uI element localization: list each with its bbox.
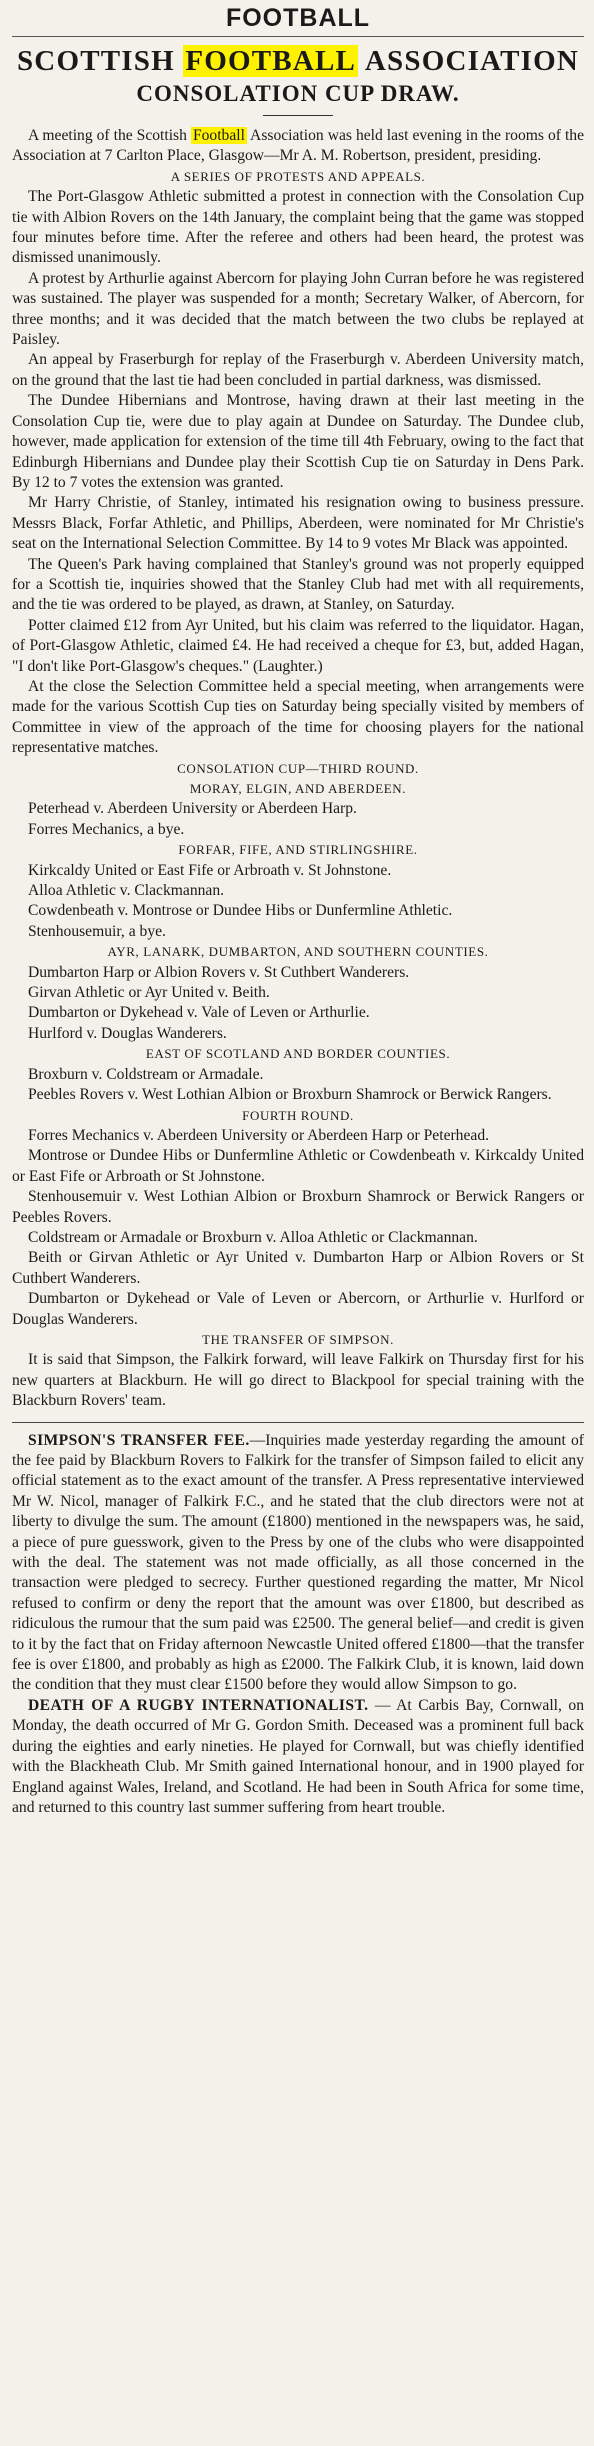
paragraph: A protest by Arthurlie against Abercorn for playing John Curran before he was registered was sustained. The player was suspended for a month; Secretary Walker, of Abercorn, for three months; and it was decided that the match between the two clubs be replayed at Paisley. bbox=[12, 269, 584, 349]
paragraph: The Port-Glasgow Athletic submitted a protest in connection with the Consolation Cup tie with Albion Rovers on the 14th January, the complaint being that the game was stopped four minutes before time. After the referee and others had been heard, the protest was dismissed unanimously. bbox=[12, 188, 584, 267]
fixture: Hurlford v. Douglas Wanderers. bbox=[28, 1024, 227, 1042]
fixture: Alloa Athletic v. Clackmannan. bbox=[28, 882, 225, 900]
headline-highlight: FOOTBALL bbox=[185, 45, 357, 77]
paragraph: An appeal by Fraserburgh for replay of the Fraserburgh v. Aberdeen University match, on the ground that the last tie had been concluded in partial darkness, was dismissed. bbox=[12, 351, 584, 389]
protests-heading: A SERIES OF PROTESTS AND APPEALS. bbox=[170, 168, 426, 184]
article-divider bbox=[12, 1422, 584, 1423]
fee-text: —Inquiries made yesterday regarding the amount of the fee paid by Blackburn Rovers to Falkirk for the transfer of Simpson failed to elicit any official statement as to the exact amount of the transfer. A Press representative interviewed Mr W. Nicol, manager of Falkirk F.C., and he stated that the club directors were not at liberty to divulge the sum. The amount (£1800) mentioned in the newspapers was, he said, a piece of pure guesswork, given to the Press by one of the clubs who were disappointed with the deal. The statement was not made officially, as all those concerned in the transaction were pledged to secrecy. Further questioned regarding the matter, Mr Nicol refused to confirm or deny the report that the amount was over £1800, but described as ridiculous the rumour that the sum paid was £2500. The general belief—and credit is given to it by the fact that on Friday afternoon Newcastle United offered £1800—that the transfer fee is over £1800, and probably as high as £2000. The Falkirk Club, it is known, laid down the condition that they must clear £1500 before they would allow Simpson to go. bbox=[12, 1431, 584, 1694]
paragraph: The Dundee Hibernians and Montrose, having drawn at their last meeting in the Consolation Cup tie, were due to play again at Dundee on Saturday. The Dundee club, however, made application for extension of the time till 4th February, owing to the fact that Edinburgh Hibernians and Dundee play their Scottish Cup tie on Saturday in Dens Park. By 12 to 7 votes the extension was granted. bbox=[12, 392, 584, 491]
region-heading: MORAY, ELGIN, AND ABERDEEN. bbox=[189, 781, 407, 796]
header-rule bbox=[12, 36, 584, 37]
article-subhead: CONSOLATION CUP DRAW. bbox=[136, 81, 460, 106]
region-heading: FORFAR, FIFE, AND STIRLINGSHIRE. bbox=[178, 842, 418, 858]
headline-divider bbox=[263, 115, 333, 116]
intro-pre: A meeting of the Scottish bbox=[28, 127, 191, 144]
fixture: Peterhead v. Aberdeen University or Aberdeen Harp. bbox=[28, 800, 357, 818]
region-heading: EAST OF SCOTLAND AND BORDER COUNTIES. bbox=[145, 1046, 451, 1062]
death-text: — At Carbis Bay, Cornwall, on Monday, the death occurred of Mr G. Gordon Smith. Deceased was a prominent full back during the eighties and early nineties. He played for Cornwall, but was chiefly identified with the Blackheath Club. Mr Smith gained International honour, and in 1900 played for England against Wales, Ireland, and Scotland. He had been in South Africa for some time, and returned to this country last summer suffering from heart trouble. bbox=[12, 1696, 584, 1816]
fixture: Coldstream or Armadale or Broxburn v. Alloa Athletic or Clackmannan. bbox=[28, 1228, 478, 1246]
region-heading: AYR, LANARK, DUMBARTON, AND SOUTHERN COUNTIES. bbox=[107, 944, 489, 960]
intro-post: Association was held last evening in the rooms of the Association at 7 Carlton Place, Glasgow—Mr A. M. Robertson, president, presiding. bbox=[12, 127, 585, 165]
paragraph: At the close the Selection Committee held a special meeting, when arrangements were made for the various Scottish Cup ties on Saturday being specially visited by members of Committee in view of the approach of the time for choosing players for the national representative matches. bbox=[12, 677, 584, 757]
article-headline bbox=[12, 43, 584, 79]
headline-post: ASSOCIATION bbox=[358, 45, 580, 77]
death-paragraph bbox=[12, 1696, 584, 1818]
fixture: Broxburn v. Coldstream or Armadale. bbox=[28, 1065, 264, 1083]
fixture: Stenhousemuir v. West Lothian Albion or Broxburn Shamrock or Berwick Rangers or Peebles Rovers. bbox=[12, 1188, 584, 1226]
fee-lead: SIMPSON'S TRANSFER FEE. bbox=[28, 1431, 250, 1449]
fixture: Dumbarton or Dykehead v. Vale of Leven or Arthurlie. bbox=[28, 1004, 370, 1022]
fixture: Stenhousemuir, a bye. bbox=[28, 922, 166, 940]
section-title: FOOTBALL bbox=[225, 4, 371, 32]
paragraph: The Queen's Park having complained that Stanley's ground was not properly equipped for a Scottish tie, inquiries showed that the Stanley Club had met with all requirements, and the tie was ordered to be played, as drawn, at Stanley, on Saturday. bbox=[12, 555, 584, 614]
fixture: Beith or Girvan Athletic or Ayr United v. Dumbarton Harp or Albion Rovers or St Cuthbert Wanderers. bbox=[12, 1249, 584, 1287]
paragraph: Potter claimed £12 from Ayr United, but his claim was referred to the liquidator. Hagan, of Port-Glasgow Athletic, claimed £4. He had received a cheque for £3, but, added Hagan, "I don't like Port-Glasgow's cheques." (Laughter.) bbox=[12, 616, 584, 675]
fourth-round-heading: FOURTH ROUND. bbox=[242, 1107, 354, 1123]
fixture: Cowdenbeath v. Montrose or Dundee Hibs or Dunfermline Athletic. bbox=[28, 902, 453, 920]
transfer-paragraph: It is said that Simpson, the Falkirk forward, will leave Falkirk on Thursday first for his new quarters at Blackburn. He will go direct to Blackpool for special training with the Blackburn Rovers' team. bbox=[12, 1351, 584, 1410]
fixture: Girvan Athletic or Ayr United v. Beith. bbox=[28, 984, 270, 1002]
death-lead: DEATH OF A RUGBY INTERNATIONALIST. bbox=[28, 1696, 369, 1714]
fee-paragraph bbox=[12, 1431, 584, 1696]
fixture: Dumbarton Harp or Albion Rovers v. St Cuthbert Wanderers. bbox=[28, 963, 410, 981]
intro-highlight: Football bbox=[192, 127, 245, 144]
headline-pre: SCOTTISH bbox=[16, 45, 184, 77]
third-round-heading: CONSOLATION CUP—THIRD ROUND. bbox=[177, 760, 419, 776]
fixture: Forres Mechanics v. Aberdeen University or Aberdeen Harp or Peterhead. bbox=[28, 1126, 490, 1144]
paragraph: Mr Harry Christie, of Stanley, intimated his resignation owing to business pressure. Messrs Black, Forfar Athletic, and Phillips, Aberdeen, were nominated for Mr Christie's seat on the International Selection Committee. By 14 to 9 votes Mr Black was appointed. bbox=[12, 494, 584, 553]
fixture: Montrose or Dundee Hibs or Dunfermline Athletic or Cowdenbeath v. Kirkcaldy United or East Fife or Arbroath or St Johnstone. bbox=[12, 1147, 584, 1185]
fixture: Kirkcaldy United or East Fife or Arbroath v. St Johnstone. bbox=[28, 861, 392, 879]
intro-paragraph bbox=[12, 126, 584, 167]
fixture: Dumbarton or Dykehead or Vale of Leven or Abercorn, or Arthurlie v. Hurlford or Douglas Wanderers. bbox=[12, 1290, 584, 1328]
transfer-heading: THE TRANSFER OF SIMPSON. bbox=[202, 1331, 394, 1347]
fixture: Forres Mechanics, a bye. bbox=[28, 820, 185, 838]
fixture: Peebles Rovers v. West Lothian Albion or Broxburn Shamrock or Berwick Rangers. bbox=[28, 1086, 552, 1104]
